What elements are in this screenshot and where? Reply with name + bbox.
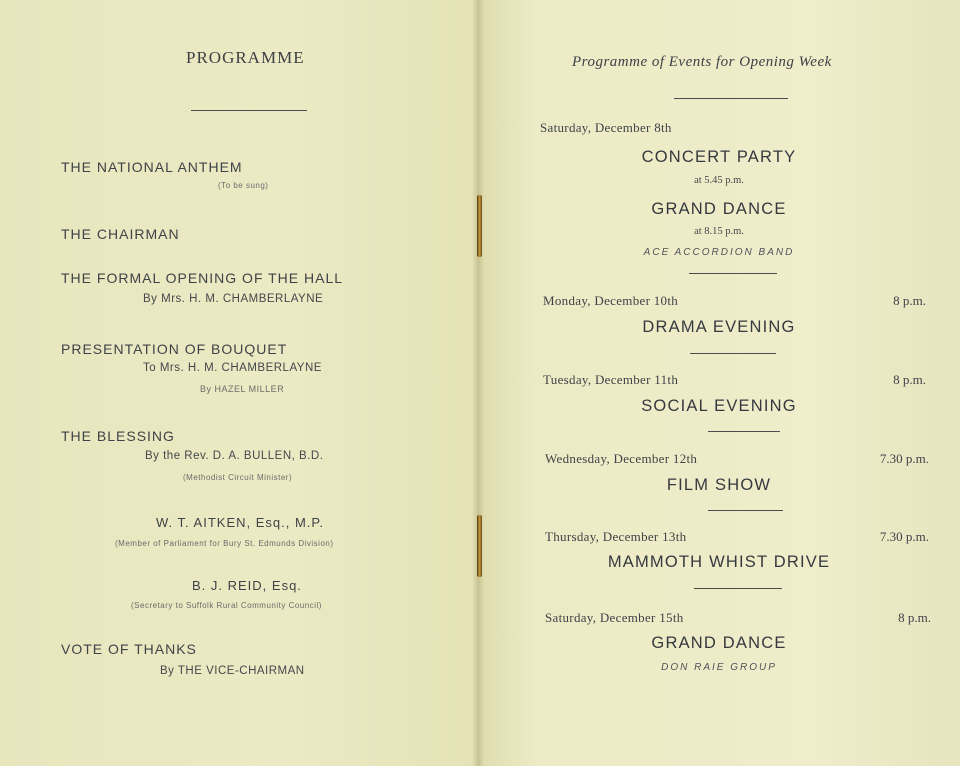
formal-opening-item: THE FORMAL OPENING OF THE HALL bbox=[61, 270, 344, 286]
chairman-item: THE CHAIRMAN bbox=[61, 226, 180, 242]
ace-accordion-band: ACE ACCORDION BAND bbox=[643, 247, 795, 258]
grand-dance-event: GRAND DANCE bbox=[651, 634, 787, 652]
don-raie-group: DON RAIE GROUP bbox=[661, 662, 777, 673]
concert-party-time: at 5.45 p.m. bbox=[694, 175, 744, 186]
concert-party-event: CONCERT PARTY bbox=[641, 148, 797, 166]
aitken-name: W. T. AITKEN, Esq., M.P. bbox=[156, 515, 325, 530]
vote-of-thanks-by: By THE VICE-CHAIRMAN bbox=[160, 665, 305, 677]
divider-rule bbox=[694, 588, 782, 589]
divider-rule bbox=[708, 510, 783, 511]
mon10-date: Monday, December 10th bbox=[543, 293, 679, 308]
formal-opening-by: By Mrs. H. M. CHAMBERLAYNE bbox=[143, 293, 324, 305]
mon10-time: 8 p.m. bbox=[893, 293, 926, 308]
programme-title: PROGRAMME bbox=[186, 48, 305, 67]
divider-rule bbox=[708, 431, 780, 432]
divider-rule bbox=[689, 273, 777, 274]
grand-dance-time: at 8.15 p.m. bbox=[694, 226, 744, 237]
divider-rule bbox=[191, 110, 307, 111]
wed12-time: 7.30 p.m. bbox=[879, 451, 929, 466]
divider-rule bbox=[690, 353, 776, 354]
wed12-date: Wednesday, December 12th bbox=[545, 451, 698, 466]
divider-rule bbox=[674, 98, 788, 99]
national-anthem-item: THE NATIONAL ANTHEM bbox=[61, 159, 243, 175]
blessing-note: (Methodist Circuit Minister) bbox=[183, 473, 293, 482]
bouquet-by: By HAZEL MILLER bbox=[200, 384, 285, 394]
sat8-date: Saturday, December 8th bbox=[540, 120, 672, 135]
sat15-date: Saturday, December 15th bbox=[545, 610, 684, 625]
film-show-event: FILM SHOW bbox=[666, 476, 772, 494]
thu13-date: Thursday, December 13th bbox=[545, 529, 687, 544]
sat15-time: 8 p.m. bbox=[898, 610, 931, 625]
events-title: Programme of Events for Opening Week bbox=[572, 54, 832, 70]
vote-of-thanks-item: VOTE OF THANKS bbox=[61, 641, 197, 657]
drama-evening-event: DRAMA EVENING bbox=[642, 318, 796, 336]
thu13-time: 7.30 p.m. bbox=[879, 529, 929, 544]
aitken-note: (Member of Parliament for Bury St. Edmunds Division) bbox=[115, 539, 334, 548]
social-evening-event: SOCIAL EVENING bbox=[641, 397, 797, 415]
bouquet-item: PRESENTATION OF BOUQUET bbox=[61, 341, 288, 357]
reid-name: B. J. REID, Esq. bbox=[192, 578, 302, 593]
blessing-item: THE BLESSING bbox=[61, 428, 175, 444]
tue11-time: 8 p.m. bbox=[893, 372, 926, 387]
national-anthem-note: (To be sung) bbox=[218, 181, 269, 190]
mammoth-whist-drive-event: MAMMOTH WHIST DRIVE bbox=[607, 553, 831, 571]
tue11-date: Tuesday, December 11th bbox=[543, 372, 679, 387]
reid-note: (Secretary to Suffolk Rural Community Council) bbox=[131, 601, 322, 610]
grand-dance-event: GRAND DANCE bbox=[651, 200, 787, 218]
blessing-by: By the Rev. D. A. BULLEN, B.D. bbox=[145, 450, 324, 462]
bouquet-to: To Mrs. H. M. CHAMBERLAYNE bbox=[143, 362, 322, 374]
